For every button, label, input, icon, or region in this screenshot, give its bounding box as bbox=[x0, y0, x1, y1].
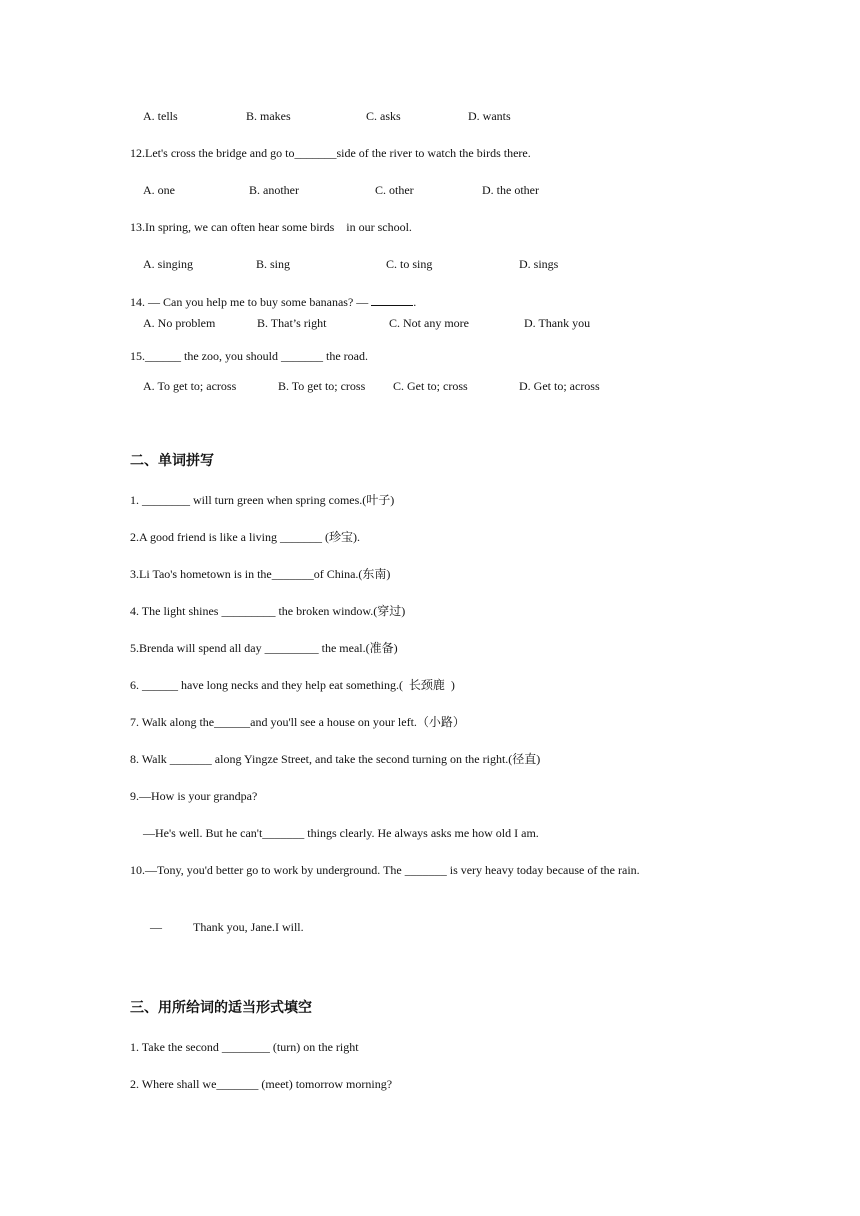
option-b: B. That’s right bbox=[257, 316, 327, 330]
option-d: D. wants bbox=[468, 109, 511, 123]
stem-end: . bbox=[413, 295, 417, 309]
stem-text: 14. — Can you help me to buy some bananas? — bbox=[130, 295, 372, 309]
option-b: B. makes bbox=[246, 109, 291, 123]
list-item: 4. The light shines _________ the broken window.(穿过) bbox=[130, 604, 406, 618]
list-item: 1. Take the second ________ (turn) on the right bbox=[130, 1040, 359, 1054]
option-c: C. Get to; cross bbox=[393, 379, 468, 393]
list-item: 2. Where shall we_______ (meet) tomorrow morning? bbox=[130, 1077, 393, 1091]
list-item: 10.—Tony, you'd better go to work by underground. The _______ is very heavy today because of the rain. bbox=[130, 863, 640, 877]
list-item: 5.Brenda will spend all day _________ the meal.(准备) bbox=[130, 641, 398, 655]
option-c: C. Not any more bbox=[389, 316, 469, 330]
question-stem: 15.______ the zoo, you should _______ the road. bbox=[130, 349, 368, 363]
option-a: A. one bbox=[143, 183, 175, 197]
list-item: 1. ________ will turn green when spring comes.(叶子) bbox=[130, 493, 395, 507]
list-item: 7. Walk along the______and you'll see a house on your left.（小路） bbox=[130, 715, 465, 729]
list-item: —He's well. But he can't_______ things clearly. He always asks me how old I am. bbox=[143, 826, 539, 840]
list-item: 9.—How is your grandpa? bbox=[130, 789, 258, 803]
option-b: B. sing bbox=[256, 257, 291, 271]
option-c: C. to sing bbox=[386, 257, 433, 271]
option-c: C. asks bbox=[366, 109, 401, 123]
option-d: D. Get to; across bbox=[519, 379, 600, 393]
option-a: A. No problem bbox=[143, 316, 216, 330]
option-d: D. Thank you bbox=[524, 316, 591, 330]
option-b: B. another bbox=[249, 183, 299, 197]
reply-dash: — bbox=[150, 920, 162, 934]
question-stem: 13.In spring, we can often hear some birds in our school. bbox=[130, 220, 412, 234]
option-d: D. the other bbox=[482, 183, 539, 197]
option-a: A. To get to; across bbox=[143, 379, 237, 393]
reply-text: Thank you, Jane.I will. bbox=[193, 920, 304, 934]
list-item: 6. ______ have long necks and they help eat something.( 长颈鹿 ) bbox=[130, 678, 455, 692]
section-heading: 二、单词拼写 bbox=[130, 453, 214, 469]
option-c: C. other bbox=[375, 183, 414, 197]
answer-blank bbox=[371, 294, 413, 306]
section-heading: 三、用所给词的适当形式填空 bbox=[130, 1000, 312, 1016]
list-item: 3.Li Tao's hometown is in the_______of China.(东南) bbox=[130, 567, 391, 581]
option-b: B. To get to; cross bbox=[278, 379, 366, 393]
list-item: 2.A good friend is like a living _______ (珍宝). bbox=[130, 530, 360, 544]
list-item: 8. Walk _______ along Yingze Street, and take the second turning on the right.(径直) bbox=[130, 752, 541, 766]
question-stem bbox=[130, 294, 416, 309]
option-a: A. singing bbox=[143, 257, 194, 271]
question-stem: 12.Let's cross the bridge and go to_______side of the river to watch the birds there. bbox=[130, 146, 531, 160]
option-d: D. sings bbox=[519, 257, 559, 271]
option-a: A. tells bbox=[143, 109, 178, 123]
